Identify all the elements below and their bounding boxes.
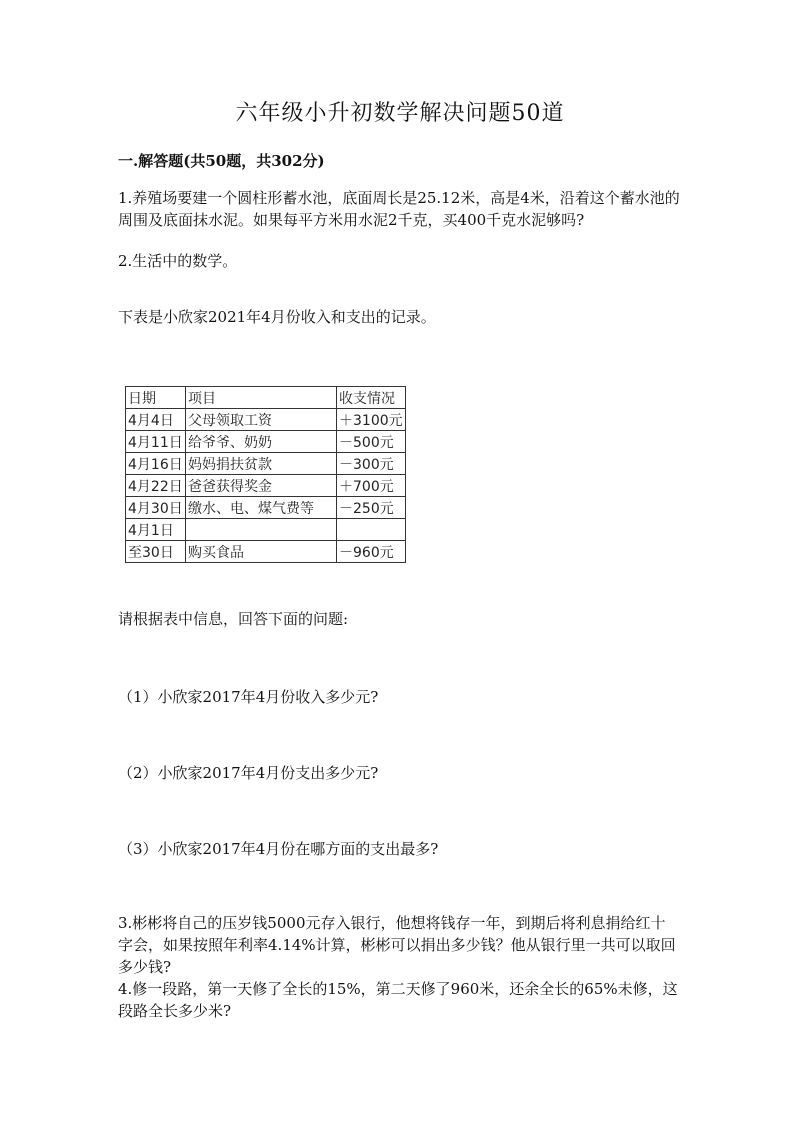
cell-item: 父母领取工资 — [186, 409, 337, 431]
question-2-sub-1: （1）小欣家2017年4月份收入多少元? — [118, 688, 379, 706]
cell-amount: －500元 — [337, 431, 406, 453]
cell-amount: ＋3100元 — [337, 409, 406, 431]
table-row — [126, 409, 406, 431]
cell-amount — [337, 519, 406, 541]
cell-date: 至30日 — [126, 541, 186, 563]
question-1: 1.养殖场要建一个圆柱形蓄水池，底面周长是25.12米，高是4米，沿着这个蓄水池的周围及底面抹水泥。如果每平方米用水泥2千克，买400千克水泥够吗? — [118, 189, 680, 229]
cell-item: 给爷爷、奶奶 — [186, 431, 337, 453]
question-2-prompt: 请根据表中信息，回答下面的问题: — [118, 610, 349, 628]
cell-date: 4月4日 — [126, 409, 186, 431]
header-item: 项目 — [186, 387, 337, 409]
cell-date: 4月1日 — [126, 519, 186, 541]
table-header-row — [126, 387, 406, 409]
cell-amount: －960元 — [337, 541, 406, 563]
question-2-intro: 下表是小欣家2021年4月份收入和支出的记录。 — [118, 308, 436, 326]
table-row — [126, 519, 406, 541]
header-amount: 收支情况 — [337, 387, 406, 409]
cell-amount: －250元 — [337, 497, 406, 519]
page-title: 六年级小升初数学解决问题50道 — [235, 101, 565, 126]
table-row — [126, 431, 406, 453]
section-heading: 一.解答题(共50题，共302分) — [118, 152, 325, 170]
cell-item: 爸爸获得奖金 — [186, 475, 337, 497]
cell-date: 4月22日 — [126, 475, 186, 497]
question-2: 2.生活中的数学。 — [118, 252, 238, 270]
cell-amount: ＋700元 — [337, 475, 406, 497]
question-2-sub-3: （3）小欣家2017年4月份在哪方面的支出最多? — [118, 840, 439, 858]
cell-amount: －300元 — [337, 453, 406, 475]
cell-item: 妈妈捐扶贫款 — [186, 453, 337, 475]
table-row — [126, 497, 406, 519]
cell-date: 4月11日 — [126, 431, 186, 453]
cell-item: 购买食品 — [186, 541, 337, 563]
cell-date: 4月16日 — [126, 453, 186, 475]
record-table — [125, 386, 406, 563]
cell-item — [186, 519, 337, 541]
table-row — [126, 453, 406, 475]
table-row — [126, 541, 406, 563]
cell-item: 缴水、电、煤气费等 — [186, 497, 337, 519]
question-3: 3.彬彬将自己的压岁钱5000元存入银行，他想将钱存一年，到期后将利息捐给红十字会，如果按照年利率4.14%计算，彬彬可以捐出多少钱？他从银行里一共可以取回多少钱? — [118, 914, 676, 976]
record-table-wrapper — [125, 386, 406, 563]
cell-date: 4月30日 — [126, 497, 186, 519]
table-row — [126, 475, 406, 497]
header-date: 日期 — [126, 387, 186, 409]
question-4: 4.修一段路，第一天修了全长的15%，第二天修了960米，还余全长的65%未修，这段路全长多少米? — [118, 980, 678, 1020]
question-2-sub-2: （2）小欣家2017年4月份支出多少元? — [118, 764, 379, 782]
